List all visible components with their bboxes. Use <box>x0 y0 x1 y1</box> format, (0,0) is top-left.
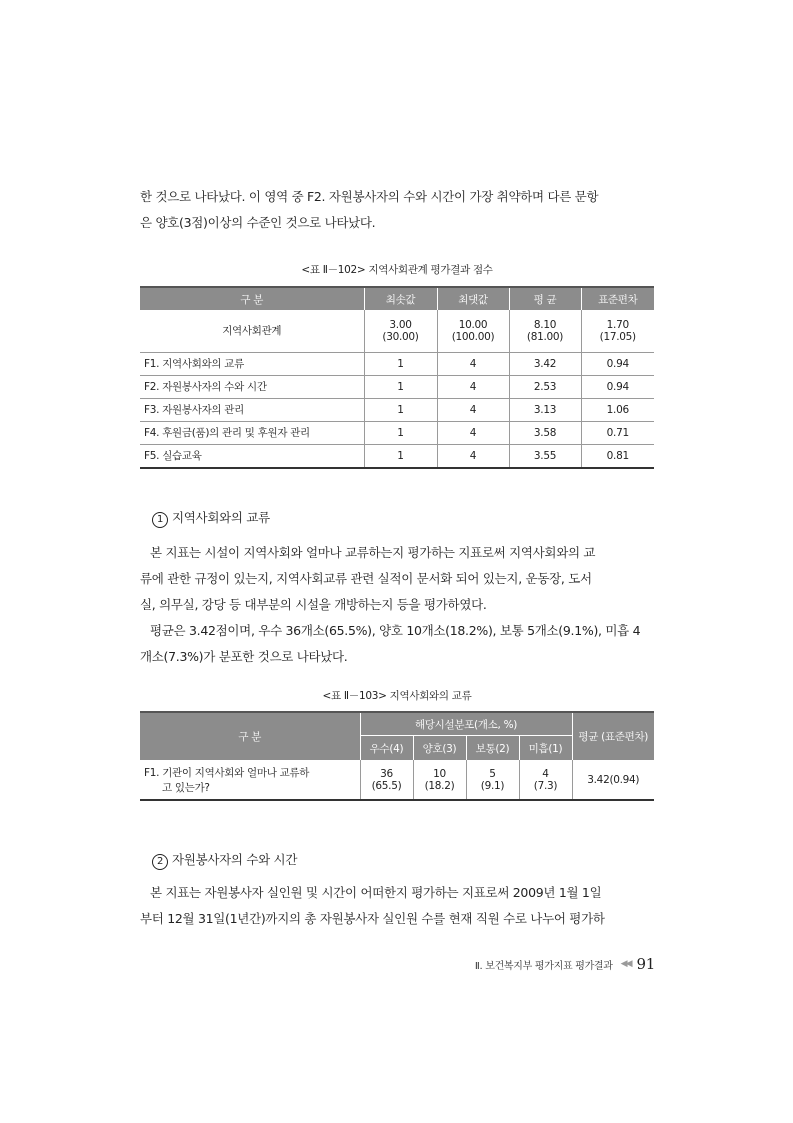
subheader-excellent: 우수(4) <box>360 736 413 761</box>
average-pct: (9.1) <box>480 779 505 792</box>
table-row <box>140 760 654 800</box>
intro-line-2: 은 양호(3점)이상의 수준인 것으로 나타났다. <box>140 215 376 230</box>
summary-min-pct: (30.00) <box>382 330 419 343</box>
subheader-average: 보통(2) <box>466 736 519 761</box>
row-label: F3. 자원봉사자의 관리 <box>140 398 364 421</box>
table2-header-mean <box>572 712 654 760</box>
row-min: 1 <box>364 398 437 421</box>
good-count: 10 <box>433 767 446 780</box>
row-sd: 0.71 <box>581 421 654 444</box>
intro-paragraph <box>140 184 654 236</box>
page-footer <box>475 955 655 973</box>
circled-number-icon: 2 <box>152 854 168 870</box>
row-sd: 0.81 <box>581 444 654 468</box>
section1-title: 지역사회와의 교류 <box>172 510 270 525</box>
row-min: 1 <box>364 444 437 468</box>
row-label-line2: 고 있는가? <box>162 781 210 794</box>
row-mean: 3.55 <box>509 444 581 468</box>
table2-caption: <표 Ⅱ－103> 지역사회와의 교류 <box>322 690 472 702</box>
page-number: 91 <box>636 955 655 973</box>
excellent-count: 36 <box>380 767 393 780</box>
table1-header-mean: 평 균 <box>509 287 581 310</box>
row-label: F4. 후원금(품)의 관리 및 후원자 관리 <box>140 421 364 444</box>
summary-min <box>364 310 437 352</box>
poor-count: 4 <box>542 767 549 780</box>
row-label-line1: F1. 기관이 지역사회와 얼마나 교류하 <box>144 766 310 779</box>
double-arrow-icon: ◀◀ <box>620 959 631 969</box>
table2-header-label: 구 분 <box>140 712 360 760</box>
summary-sd <box>581 310 654 352</box>
table-row <box>140 375 654 398</box>
row-max: 4 <box>437 375 509 398</box>
row-sd: 1.06 <box>581 398 654 421</box>
section2-line-1: 본 지표는 자원봉사자 실인원 및 시간이 어떠한지 평가하는 지표로써 2009년 1월 1일 <box>150 885 602 900</box>
summary-mean-pct: (81.00) <box>526 330 564 343</box>
section1-line-3: 실, 의무실, 강당 등 대부분의 시설을 개방하는지 등을 평가하였다. <box>140 597 487 612</box>
table1 <box>140 286 654 469</box>
row-poor <box>519 760 572 800</box>
row-mean: 3.13 <box>509 398 581 421</box>
circled-number-icon: 1 <box>152 512 168 528</box>
section1-line-5: 개소(7.3%)가 분포한 것으로 나타났다. <box>140 649 348 664</box>
section2-line-2: 부터 12월 31일(1년간)까지의 총 자원봉사자 실인원 수를 현재 직원 수로 나누어 평가하 <box>140 911 605 926</box>
summary-mean-value: 8.10 <box>533 318 557 331</box>
row-mean: 3.42 <box>509 352 581 375</box>
table2 <box>140 711 654 801</box>
row-min: 1 <box>364 375 437 398</box>
good-pct: (18.2) <box>424 779 455 792</box>
intro-line-1: 한 것으로 나타났다. 이 영역 중 F2. 자원봉사자의 수와 시간이 가장 취약하며 다른 문항 <box>140 189 599 204</box>
row-min: 1 <box>364 352 437 375</box>
summary-max <box>437 310 509 352</box>
table1-summary-row <box>140 310 654 352</box>
table1-header-sd: 표준편차 <box>581 287 654 310</box>
table1-caption: <표 Ⅱ－102> 지역사회관계 평가결과 점수 <box>301 264 493 276</box>
row-mean: 3.58 <box>509 421 581 444</box>
row-average <box>466 760 519 800</box>
section2-heading <box>152 850 297 870</box>
section1-line-2: 류에 관한 규정이 있는지, 지역사회교류 관련 실적이 문서화 되어 있는지, 운동장, 도서 <box>140 571 592 586</box>
section1-line-1: 본 지표는 시설이 지역사회와 얼마나 교류하는지 평가하는 지표로써 지역사회와의 교 <box>150 545 596 560</box>
table2-header-group: 해당시설분포(개소, %) <box>360 712 572 736</box>
section2-title: 자원봉사자의 수와 시간 <box>172 852 298 867</box>
row-label <box>140 760 360 800</box>
subheader-good: 양호(3) <box>413 736 466 761</box>
subheader-poor: 미흡(1) <box>519 736 572 761</box>
row-good <box>413 760 466 800</box>
row-label: F2. 자원봉사자의 수와 시간 <box>140 375 364 398</box>
row-mean: 2.53 <box>509 375 581 398</box>
table1-header-min: 최솟값 <box>364 287 437 310</box>
section1-heading <box>152 508 270 528</box>
table1-header-row <box>140 287 654 310</box>
row-sd: 0.94 <box>581 375 654 398</box>
row-max: 4 <box>437 421 509 444</box>
table-row <box>140 444 654 468</box>
footer-chapter: Ⅱ. 보건복지부 평가지표 평가결과 <box>474 960 613 972</box>
section2-paragraph <box>140 880 654 932</box>
average-count: 5 <box>489 767 496 780</box>
header-mean-sub: (표준편차) <box>601 731 649 743</box>
row-max: 4 <box>437 398 509 421</box>
row-sd: 0.94 <box>581 352 654 375</box>
excellent-pct: (65.5) <box>371 779 402 792</box>
row-max: 4 <box>437 444 509 468</box>
section1-line-4: 평균은 3.42점이며, 우수 36개소(65.5%), 양호 10개소(18.2%), 보통 5개소(9.1%), 미흡 4 <box>150 623 641 638</box>
summary-sd-value: 1.70 <box>606 318 629 331</box>
section1-paragraph <box>140 540 654 670</box>
table-row <box>140 352 654 375</box>
row-min: 1 <box>364 421 437 444</box>
summary-sd-pct: (17.05) <box>599 330 636 343</box>
header-mean-label: 평균 <box>578 731 599 743</box>
summary-mean <box>509 310 581 352</box>
row-label: F5. 실습교육 <box>140 444 364 468</box>
row-label: F1. 지역사회와의 교류 <box>140 352 364 375</box>
summary-max-value: 10.00 <box>458 318 488 331</box>
row-mean: 3.42(0.94) <box>572 760 654 800</box>
table-row <box>140 398 654 421</box>
poor-pct: (7.3) <box>533 779 558 792</box>
row-excellent <box>360 760 413 800</box>
summary-min-value: 3.00 <box>389 318 412 331</box>
summary-label: 지역사회관계 <box>140 310 364 352</box>
summary-max-pct: (100.00) <box>451 330 495 343</box>
row-max: 4 <box>437 352 509 375</box>
table1-header-label: 구 분 <box>140 287 364 310</box>
table2-header-row <box>140 712 654 736</box>
table1-header-max: 최댓값 <box>437 287 509 310</box>
table-row <box>140 421 654 444</box>
